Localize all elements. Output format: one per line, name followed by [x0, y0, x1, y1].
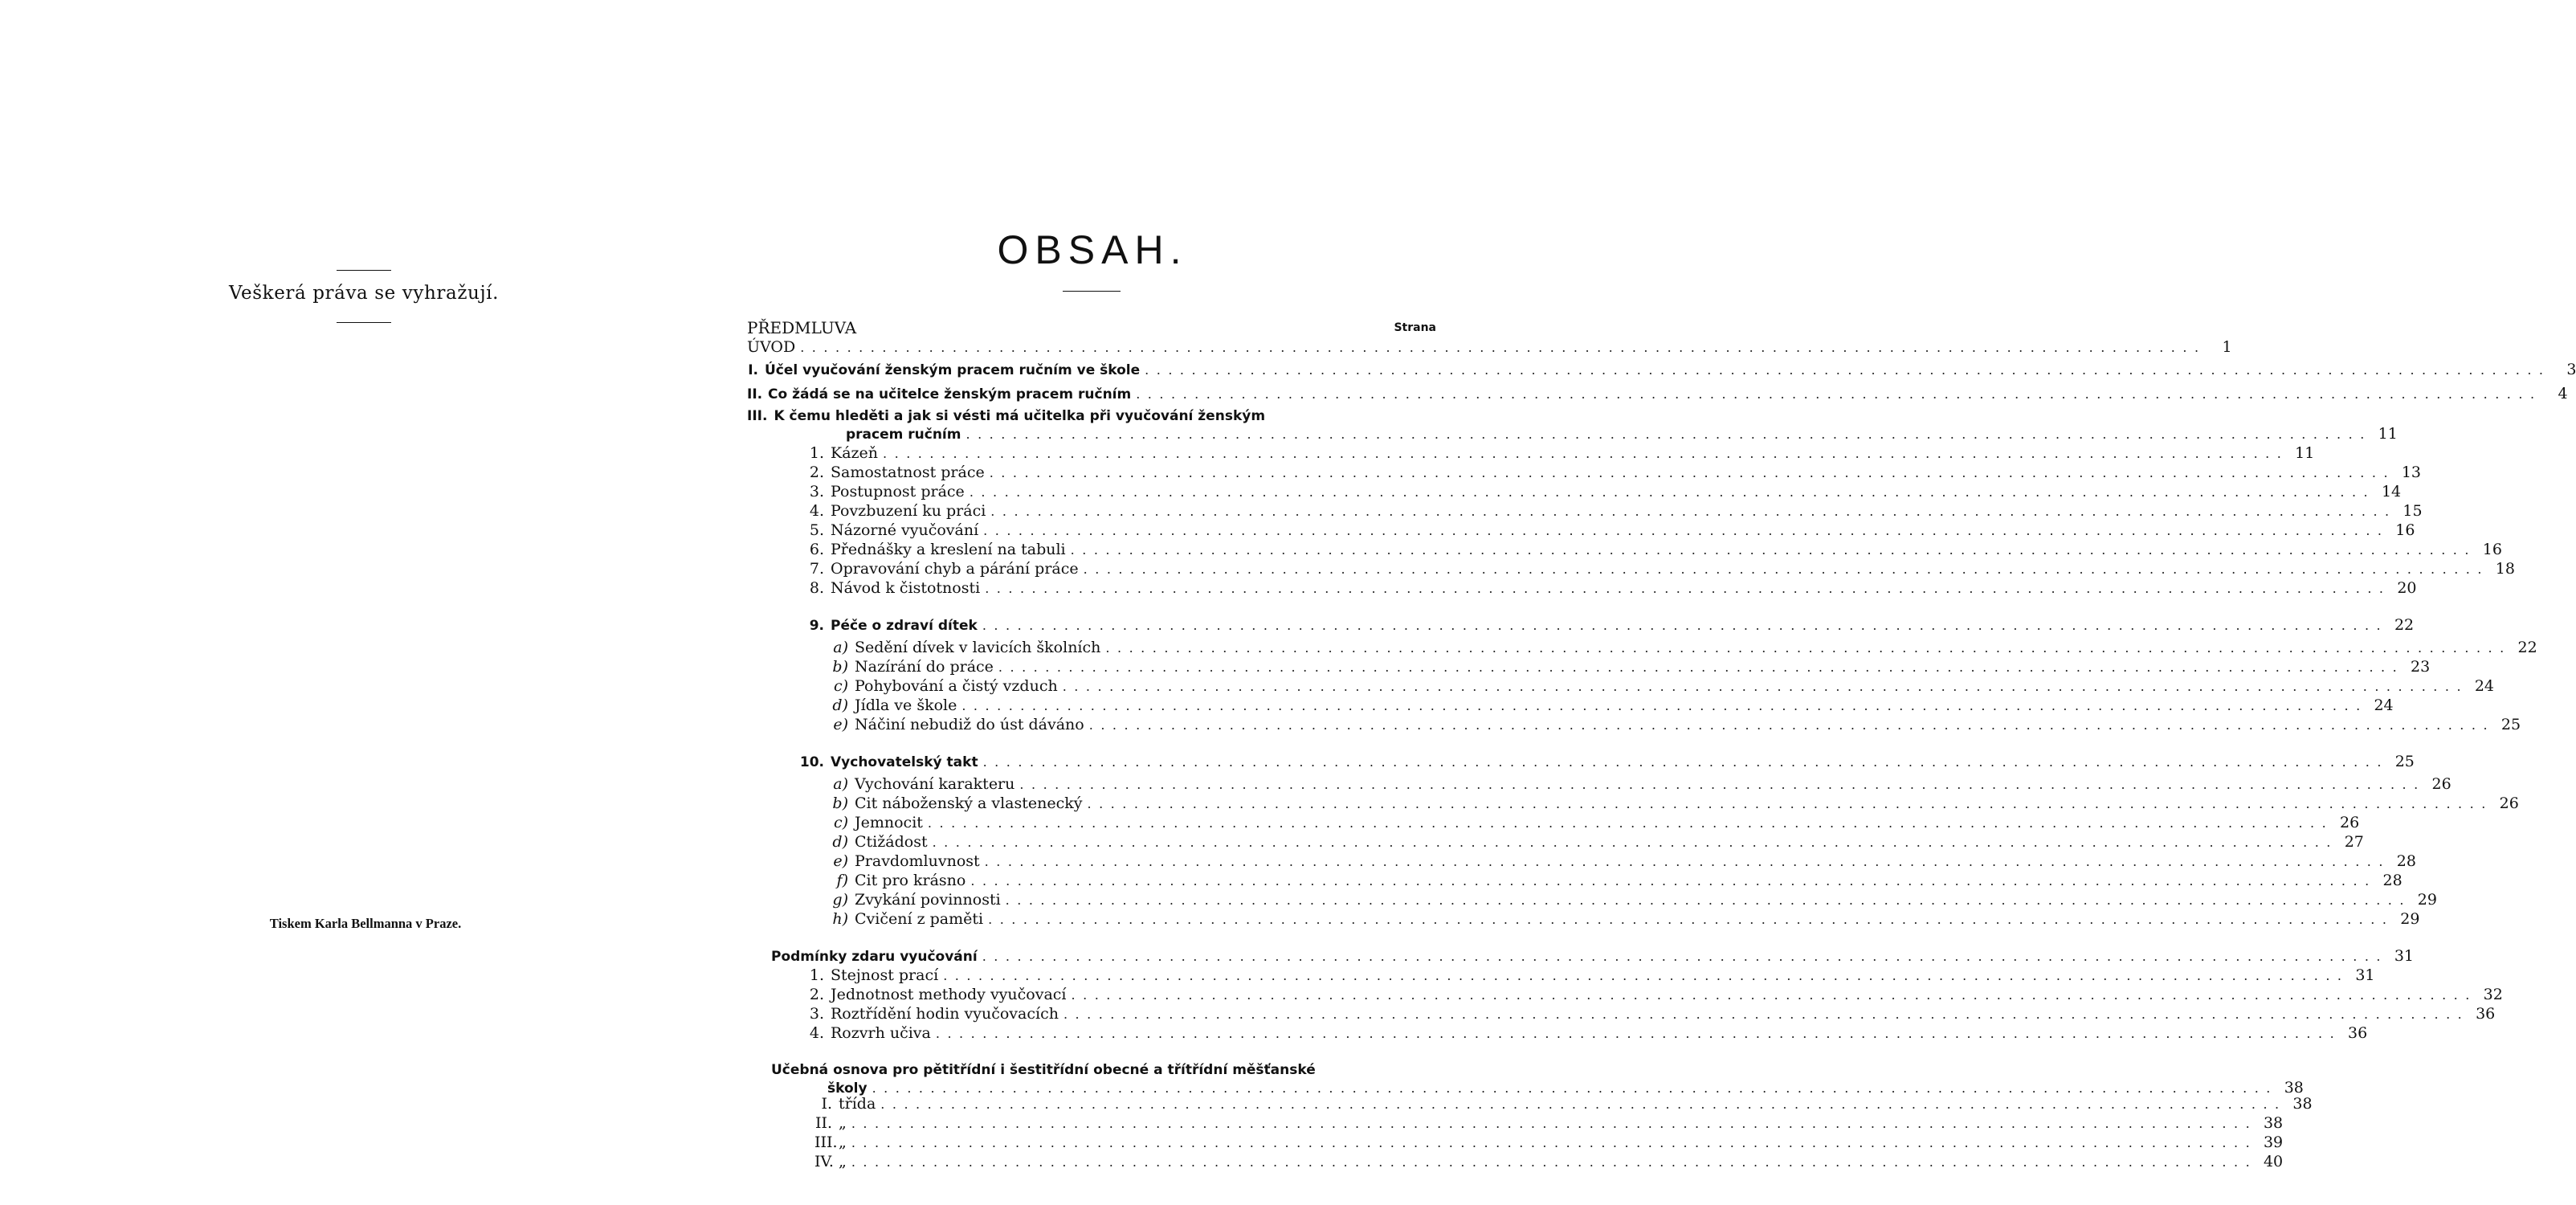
dot-leader: ........................................................................................................................ [1019, 777, 2426, 792]
toc-entry [827, 890, 2437, 909]
toc-entry [814, 1152, 2284, 1171]
toc-entry-label: Náčiní nebudiž do úst dáváno [855, 716, 1084, 733]
dot-leader: ........................................................................................................................ [1145, 362, 2551, 378]
toc-entry-page: 22 [2517, 639, 2537, 656]
toc-entry [827, 871, 2402, 890]
dot-leader: ........................................................................................................................ [1105, 640, 2512, 656]
toc-entry-page: 14 [2381, 483, 2402, 500]
toc-entry [827, 715, 2521, 734]
toc-entry-page: 36 [2476, 1005, 2496, 1023]
toc-entry-page: 3 [2566, 361, 2576, 378]
contents-title: OBSAH. [997, 227, 1188, 272]
title-rule [1063, 291, 1121, 292]
page-column-label: Strana [1394, 321, 1436, 334]
dot-leader: ........................................................................................................................ [970, 873, 2377, 888]
toc-entry-page: 24 [2374, 696, 2394, 714]
dot-leader: ........................................................................................................................ [998, 660, 2405, 675]
toc-entry-number: c) [833, 814, 848, 831]
dot-leader: ........................................................................................................................ [883, 446, 2289, 461]
dot-leader: ........................................................................................................................ [880, 1097, 2287, 1112]
toc-entry-page: 26 [2431, 775, 2451, 793]
toc-entry [803, 540, 2502, 559]
toc-entry-label: „ [839, 1134, 847, 1151]
toc-entry-number: h) [832, 910, 848, 928]
toc-entry-label: Pravdomluvnost [855, 852, 980, 870]
toc-entry [827, 852, 2416, 871]
toc-entry-number: 5. [809, 521, 824, 539]
toc-entry-label: Stejnost prací [831, 966, 939, 984]
toc-entry [747, 360, 2576, 379]
dot-leader: ........................................................................................................................ [872, 1080, 2278, 1096]
toc-entry-number: d) [832, 833, 848, 851]
toc-entry-label: Návod k čistotnosti [831, 579, 981, 597]
toc-entry-page: 13 [2401, 464, 2422, 481]
dot-leader: ........................................................................................................................ [983, 523, 2390, 538]
toc-entry-label: Kázeň [831, 444, 879, 462]
toc-entry-label: Rozvrh učiva [831, 1024, 931, 1042]
toc-entry [803, 578, 2417, 598]
toc-entry-number: f) [836, 872, 848, 889]
toc-entry [814, 1133, 2284, 1152]
toc-entry-label: Vychování karakteru [855, 775, 1015, 793]
toc-entry [747, 337, 2232, 357]
toc-entry-number: 2. [809, 986, 824, 1003]
dot-leader: ........................................................................................................................ [982, 618, 2389, 633]
dot-leader: ........................................................................................................................ [965, 427, 2372, 442]
toc-entry [814, 1094, 2313, 1113]
toc-entry-number: IV. [814, 1153, 834, 1170]
toc-entry-number: III. [747, 408, 768, 424]
toc-entry-page: 20 [2397, 579, 2417, 597]
toc-entry-label: Péče o zdraví dítek [831, 618, 978, 634]
toc-entry-number: a) [833, 639, 848, 656]
toc-entry-page: 29 [2417, 891, 2437, 909]
toc-entry [827, 774, 2451, 794]
toc-entry-page: 16 [2482, 541, 2502, 558]
toc-entry-page: 40 [2263, 1153, 2284, 1170]
toc-entry-label: Jemnocit [855, 814, 923, 831]
table-of-contents [747, 318, 2576, 1202]
toc-entry [827, 638, 2537, 657]
toc-entry-page: 18 [2495, 560, 2515, 578]
toc-entry-page: 1 [2222, 338, 2232, 356]
dot-leader: ........................................................................................................................ [1005, 893, 2411, 908]
toc-entry-label: Názorné vyučování [831, 521, 979, 539]
dot-leader: ........................................................................................................................ [932, 835, 2338, 850]
toc-entry-page: 11 [2378, 425, 2398, 443]
toc-entry [803, 463, 2422, 482]
toc-entry-label: Účel vyučování ženským pracem ručním ve škole [765, 362, 1141, 378]
toc-entry-number: c) [833, 677, 848, 695]
printer-imprint: Tiskem Karla Bellmanna v Praze. [269, 916, 462, 931]
dot-leader: ........................................................................................................................ [989, 465, 2396, 480]
toc-entry-label: Podmínky zdaru vyučování [771, 949, 978, 965]
toc-entry-label: Cvičení z paměti [855, 910, 984, 928]
toc-entry-label: „ [839, 1153, 847, 1170]
toc-entry-page: 11 [2295, 444, 2315, 462]
toc-entry-number: 3. [809, 483, 824, 500]
toc-entry-label: Zvykání povinnosti [855, 891, 1001, 909]
toc-entry-label: Co žádá se na učitelce ženským pracem ručním [768, 386, 1132, 402]
toc-entry-page: 16 [2395, 521, 2415, 539]
toc-entry-page: 24 [2474, 677, 2495, 695]
bottom-rule [337, 322, 391, 323]
toc-entry [803, 559, 2515, 578]
dot-leader: ........................................................................................................................ [851, 1154, 2258, 1170]
toc-entry-label: Cit pro krásno [855, 872, 966, 889]
dot-leader: ........................................................................................................................ [1063, 1007, 2470, 1022]
toc-entry [827, 813, 2360, 832]
toc-entry [803, 615, 2415, 635]
toc-entry-number: II. [747, 386, 763, 402]
toc-entry-page: 4 [2558, 385, 2568, 402]
dot-leader: ........................................................................................................................ [984, 854, 2390, 869]
toc-entry [747, 406, 1436, 426]
toc-entry-label: Nazírání do práce [855, 658, 994, 676]
toc-entry-page: 25 [2394, 753, 2415, 770]
toc-entry-label: Učebná osnova pro pětitřídní i šestitřídní obecné a třítřídní měšťanské [771, 1062, 1316, 1078]
toc-entry [747, 318, 1436, 337]
dot-leader: ........................................................................................................................ [1087, 796, 2493, 811]
toc-entry-label: ÚVOD [747, 338, 796, 356]
toc-entry-label: PŘEDMLUVA [747, 318, 857, 337]
toc-entry-page: 38 [2292, 1095, 2313, 1113]
toc-entry-page: 36 [2348, 1024, 2368, 1042]
dot-leader: ........................................................................................................................ [990, 504, 2397, 519]
toc-entry-number: 10. [799, 754, 824, 770]
dot-leader: ........................................................................................................................ [961, 698, 2368, 713]
left-page [0, 0, 723, 1205]
toc-entry-number: II. [814, 1114, 832, 1132]
toc-entry [803, 482, 2402, 501]
toc-entry-label: třída [839, 1095, 876, 1113]
toc-entry-page: 22 [2394, 616, 2415, 634]
toc-entry-number: b) [832, 658, 848, 676]
toc-entry-continuation [846, 424, 2398, 443]
toc-entry-label: K čemu hleděti a jak si vésti má učitelka při vyučování ženským [774, 408, 1266, 424]
toc-entry-number: III. [814, 1134, 838, 1151]
dot-leader: ........................................................................................................................ [851, 1116, 2258, 1131]
toc-entry [803, 443, 2315, 463]
toc-entry-page: 15 [2402, 502, 2423, 520]
toc-entries [747, 318, 2576, 1202]
toc-entry-number: a) [833, 775, 848, 793]
toc-entry-label: Sedění dívek v lavicích školních [855, 639, 1101, 656]
toc-entry-number: 8. [809, 579, 824, 597]
toc-entry [803, 501, 2423, 521]
toc-entry-page: 38 [2284, 1079, 2304, 1097]
toc-entry-number: 1. [809, 444, 824, 462]
toc-entry-label-continued: školy [827, 1080, 868, 1097]
dot-leader: ........................................................................................................................ [969, 484, 2376, 500]
toc-entry-label: Pohybování a čistý vzduch [855, 677, 1058, 695]
toc-entry-number: 9. [809, 618, 824, 634]
toc-entry-number: b) [832, 794, 848, 812]
toc-entry-number: d) [832, 696, 848, 714]
toc-entry [827, 676, 2495, 696]
toc-entry [827, 909, 2420, 929]
toc-entry-label: Ctižádost [855, 833, 928, 851]
dot-leader: ........................................................................................................................ [1088, 717, 2496, 733]
toc-entry-number: e) [833, 852, 848, 870]
toc-entry-page: 27 [2344, 833, 2364, 851]
toc-entry-page: 26 [2340, 814, 2360, 831]
toc-entry [771, 946, 2415, 966]
toc-entry [803, 1004, 2496, 1023]
top-rule [337, 270, 391, 271]
dot-leader: ........................................................................................................................ [1062, 679, 2469, 694]
toc-entry-label: Jídla ve škole [855, 696, 957, 714]
toc-entry [803, 1023, 2368, 1043]
toc-entry [803, 985, 2503, 1004]
dot-leader: ........................................................................................................................ [982, 949, 2389, 964]
toc-entry-page: 39 [2263, 1134, 2284, 1151]
dot-leader: ........................................................................................................................ [851, 1135, 2258, 1150]
toc-entry [827, 696, 2394, 715]
toc-entry-page: 32 [2483, 986, 2503, 1003]
toc-entry-label: Opravování chyb a párání práce [831, 560, 1079, 578]
toc-entry-label: Samostatnost práce [831, 464, 985, 481]
toc-entry-number: 4. [809, 1024, 824, 1042]
toc-entry-label: Vychovatelský takt [831, 754, 978, 770]
toc-entry [803, 966, 2375, 985]
toc-entry-page: 29 [2400, 910, 2420, 928]
toc-entry-label: Postupnost práce [831, 483, 965, 500]
toc-entry-page: 31 [2394, 947, 2415, 965]
toc-entry-number: g) [832, 891, 848, 909]
toc-entry-page: 23 [2411, 658, 2431, 676]
toc-entry-label: Roztřídění hodin vyučovacích [831, 1005, 1059, 1023]
toc-entry [803, 521, 2415, 540]
toc-entry-page: 28 [2382, 872, 2402, 889]
toc-entry-label: „ [839, 1114, 847, 1132]
dot-leader: ........................................................................................................................ [1083, 562, 2489, 577]
toc-entry [814, 1113, 2284, 1133]
toc-entry-number: I. [821, 1095, 832, 1113]
toc-entry-page: 25 [2500, 716, 2521, 733]
toc-entry-number: 1. [809, 966, 824, 984]
toc-entry-page: 28 [2396, 852, 2416, 870]
rights-notice: Veškerá práva se vyhražují. [228, 283, 500, 304]
toc-entry-number: 7. [809, 560, 824, 578]
toc-entry [747, 384, 2568, 403]
toc-entry-label-continued: pracem ručním [846, 427, 961, 443]
dot-leader: ........................................................................................................................ [985, 581, 2391, 596]
toc-entry-page: 38 [2263, 1114, 2284, 1132]
dot-leader: ........................................................................................................................ [982, 754, 2389, 770]
toc-entry-label: Povzbuzení ku práci [831, 502, 986, 520]
dot-leader: ........................................................................................................................ [927, 815, 2334, 831]
toc-entry-page: 31 [2355, 966, 2375, 984]
toc-entry-page: 26 [2499, 794, 2519, 812]
toc-entry-label: Přednášky a kreslení na tabuli [831, 541, 1066, 558]
toc-entry-number: 3. [809, 1005, 824, 1023]
toc-entry [827, 657, 2431, 676]
toc-entry [827, 832, 2364, 852]
toc-entry [795, 752, 2415, 771]
toc-entry-number: I. [748, 362, 758, 378]
toc-entry-number: e) [833, 716, 848, 733]
toc-entry-number: 4. [809, 502, 824, 520]
toc-entry-label: Jednotnost methody vyučovací [831, 986, 1067, 1003]
dot-leader: ........................................................................................................................ [943, 968, 2349, 983]
toc-entry-number: 2. [809, 464, 824, 481]
dot-leader: ........................................................................................................................ [935, 1026, 2342, 1041]
dot-leader: ........................................................................................................................ [800, 340, 2207, 355]
toc-entry [771, 1060, 1436, 1080]
toc-entry-label: Cit náboženský a vlastenecký [855, 794, 1083, 812]
dot-leader: ........................................................................................................................ [1071, 987, 2477, 1003]
dot-leader: ........................................................................................................................ [1070, 542, 2476, 558]
dot-leader: ........................................................................................................................ [1136, 386, 2542, 402]
dot-leader: ........................................................................................................................ [988, 912, 2394, 927]
toc-entry-number: 6. [809, 541, 824, 558]
toc-entry [827, 794, 2519, 813]
